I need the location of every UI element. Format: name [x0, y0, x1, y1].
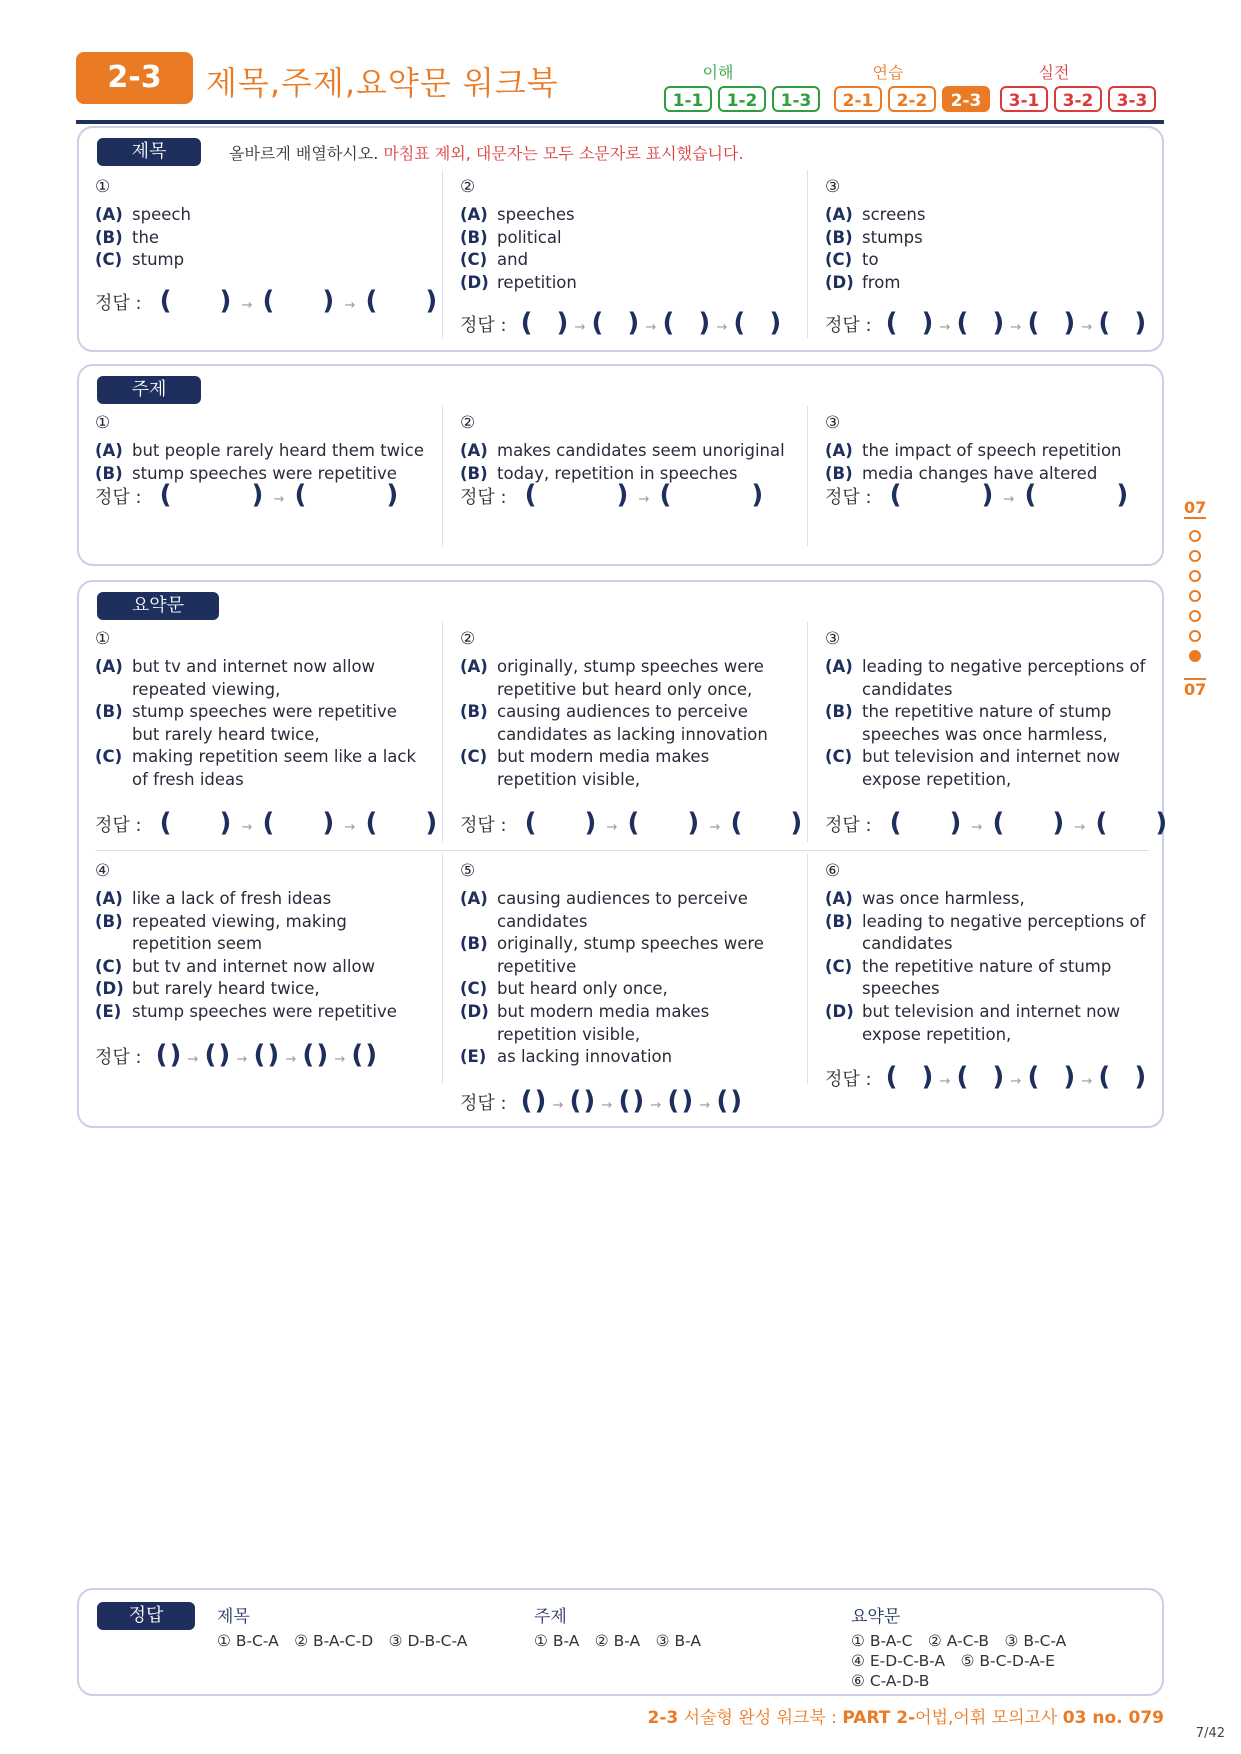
answer-line: [825, 480, 1128, 510]
option-letter: (A): [460, 205, 488, 224]
answer-line: [95, 1040, 377, 1070]
option-letter: (C): [460, 979, 488, 999]
answer-blank[interactable]: ( ): [992, 808, 1065, 838]
option-letter: (A): [95, 889, 123, 908]
option: [95, 204, 425, 227]
answers-summary: [851, 1602, 1066, 1691]
option: [95, 911, 425, 956]
option-text: stump speeches were repetitive: [132, 463, 397, 483]
answer-blank[interactable]: ( ): [1027, 308, 1076, 338]
option-text: the repetitive nature of stump speeches: [862, 956, 1112, 999]
column-divider: [807, 170, 808, 338]
question-3: [825, 628, 1155, 792]
option-text: and: [497, 250, 529, 270]
question-1: [95, 176, 425, 272]
answer-blank[interactable]: ( ): [889, 480, 994, 510]
question-1: [95, 412, 425, 485]
question-number: ①: [95, 177, 111, 197]
level-chip-2-2[interactable]: 2-2: [888, 86, 936, 112]
option: [460, 978, 790, 1001]
arrow-icon: →: [646, 1098, 666, 1113]
option-text: making repetition seem like a lack of fresh ideas: [132, 747, 417, 789]
page-title: 제목,주제,요약문 워크북: [206, 64, 559, 102]
option-letter: (B): [95, 911, 123, 931]
option: [460, 933, 790, 978]
option-letter: (B): [460, 463, 488, 483]
answer-blank[interactable]: ( ): [591, 308, 640, 338]
answer-blank[interactable]: ( ): [659, 480, 764, 510]
answer-label: 정답 :: [95, 1047, 142, 1068]
option: [95, 1001, 425, 1024]
option-text: stumps: [862, 227, 923, 247]
level-group-label: 이해: [702, 63, 734, 82]
option-text: stump speeches were repetitive: [132, 1001, 397, 1021]
question-1: [95, 628, 425, 792]
level-group-label: 연습: [872, 63, 904, 82]
option-text: but tv and internet now allow repeated viewing,: [132, 657, 376, 699]
column-divider: [442, 170, 443, 338]
answer-line: [460, 308, 781, 338]
arrow-icon: →: [602, 820, 622, 835]
answers-summary-line: ① B-A-C ② A-C-B ③ B-C-A: [851, 1632, 1067, 1650]
answers-topic-line: ① B-A ② B-A ③ B-A: [534, 1632, 701, 1650]
arrow-icon: →: [232, 1052, 252, 1067]
answers-topic-heading: 주제: [534, 1607, 567, 1627]
option-letter: (C): [95, 956, 123, 976]
arrow-icon: →: [705, 820, 725, 835]
topic-section: [77, 364, 1164, 566]
answer-label: 정답 :: [460, 1093, 507, 1114]
option: [825, 227, 1155, 250]
option-letter: (C): [825, 250, 853, 270]
level-chip-3-3[interactable]: 3-3: [1108, 86, 1156, 112]
option: [460, 656, 790, 701]
answer-blank[interactable]: ( ): [262, 286, 335, 316]
answer-blank[interactable]: (): [667, 1086, 694, 1116]
question-2: [460, 176, 790, 294]
answer-label: 정답 :: [95, 293, 142, 314]
answers-title-line: ① B-C-A ② B-A-C-D ③ D-B-C-A: [217, 1632, 468, 1650]
option: [825, 272, 1155, 295]
answer-label: 정답 :: [460, 815, 507, 836]
page-dot[interactable]: [1189, 610, 1201, 622]
answer-line: [95, 480, 398, 510]
question-number: ③: [825, 177, 841, 197]
answer-label: 정답 :: [460, 487, 507, 508]
option: [460, 440, 790, 463]
question-5: [460, 860, 790, 1069]
answer-blank[interactable]: ( ): [885, 308, 934, 338]
answer-blank[interactable]: ( ): [627, 808, 700, 838]
header-rule: [76, 120, 1164, 124]
option-letter: (B): [825, 911, 853, 931]
answers-title: [217, 1602, 467, 1651]
option: [460, 227, 790, 250]
option-letter: (D): [825, 272, 854, 292]
answer-label: 정답 :: [95, 487, 142, 508]
option: [95, 701, 425, 746]
option-text: but modern media makes repetition visible,: [497, 747, 710, 789]
answer-blank[interactable]: ( ): [956, 308, 1005, 338]
option-letter: (A): [95, 657, 123, 676]
option: [95, 956, 425, 979]
option-text: repeated viewing, making repetition seem: [132, 911, 347, 954]
arrow-icon: →: [1077, 1074, 1097, 1089]
instruction-highlight: 마침표 제외, 대문자는 모두 소문자로 표시했습니다.: [383, 144, 744, 163]
option-letter: (B): [95, 227, 123, 247]
answer-blank[interactable]: ( ): [1098, 1062, 1147, 1092]
page-number: 7/42: [1195, 1726, 1225, 1741]
instruction: [229, 141, 744, 164]
answer-blank[interactable]: (): [618, 1086, 645, 1116]
option: [825, 746, 1155, 791]
arrow-icon: →: [935, 320, 955, 335]
page-dot[interactable]: [1189, 530, 1201, 542]
option: [460, 888, 790, 933]
option-letter: (B): [460, 702, 488, 722]
answers-topic: [534, 1602, 701, 1651]
answer-blank[interactable]: (): [155, 1040, 182, 1070]
unit-badge: 2-3: [76, 52, 193, 104]
option-text: stump: [132, 250, 185, 270]
level-chip-1-2[interactable]: 1-2: [718, 86, 766, 112]
option-letter: (D): [460, 272, 489, 292]
arrow-icon: →: [548, 1098, 568, 1113]
option-letter: (A): [460, 657, 488, 676]
option-text: was once harmless,: [862, 889, 1025, 908]
option: [825, 888, 1155, 911]
level-chip-3-2[interactable]: 3-2: [1054, 86, 1102, 112]
option-text: stump speeches were repetitive but rarely heard twice,: [132, 702, 397, 744]
section-tag-answers: 정답: [97, 1602, 195, 1630]
answer-line: [825, 808, 1167, 838]
summary-divider: [95, 850, 1149, 851]
answer-blank[interactable]: ( ): [1027, 1062, 1076, 1092]
option-letter: (C): [825, 956, 853, 976]
arrow-icon: →: [634, 492, 654, 507]
answers-summary-heading: 요약문: [851, 1607, 901, 1627]
option: [95, 746, 425, 791]
column-divider: [807, 406, 808, 546]
question-number: ③: [825, 629, 841, 649]
level-chip-2-3[interactable]: 2-3: [942, 86, 990, 112]
option: [825, 656, 1155, 701]
option-letter: (C): [95, 747, 123, 767]
option-text: from: [862, 272, 901, 292]
option-letter: (A): [95, 205, 123, 224]
option-letter: (A): [95, 441, 123, 460]
option-letter: (D): [460, 1001, 489, 1021]
section-tag-topic: 주제: [97, 376, 201, 404]
answer-blank[interactable]: ( ): [662, 308, 711, 338]
answer-line: [95, 808, 437, 838]
question-2: [460, 628, 790, 792]
answer-blank[interactable]: (): [204, 1040, 231, 1070]
question-number: ①: [95, 413, 111, 433]
option-letter: (B): [460, 934, 488, 954]
option-text: but rarely heard twice,: [132, 979, 320, 999]
answers-summary-line: ④ E-D-C-B-A ⑤ B-C-D-A-E: [851, 1652, 1055, 1670]
answer-blank[interactable]: ( ): [524, 480, 629, 510]
question-number: ④: [95, 861, 111, 881]
column-divider: [442, 622, 443, 842]
option: [825, 249, 1155, 272]
option-letter: (C): [825, 747, 853, 767]
answer-line: [460, 1086, 742, 1116]
option: [95, 656, 425, 701]
answer-blank[interactable]: (): [302, 1040, 329, 1070]
option-letter: (B): [460, 227, 488, 247]
answers-summary-line: ⑥ C-A-D-B: [851, 1672, 930, 1690]
option-text: screens: [862, 205, 926, 224]
option-text: as lacking innovation: [497, 1047, 673, 1067]
option-text: like a lack of fresh ideas: [132, 889, 332, 908]
arrow-icon: →: [967, 820, 987, 835]
arrow-icon: →: [1006, 320, 1026, 335]
summary-section: [77, 580, 1168, 1128]
option-letter: (C): [460, 250, 488, 270]
option-text: the repetitive nature of stump speeches was once harmless,: [862, 702, 1112, 744]
answer-blank[interactable]: ( ): [1098, 308, 1147, 338]
answer-blank[interactable]: (): [253, 1040, 280, 1070]
option: [95, 249, 425, 272]
option-text: speech: [132, 205, 191, 224]
option-letter: (E): [95, 1001, 122, 1021]
arrow-icon: →: [340, 820, 360, 835]
question-number: ②: [460, 629, 476, 649]
option-letter: (D): [825, 1001, 854, 1021]
answer-blank[interactable]: ( ): [885, 1062, 934, 1092]
option: [95, 440, 425, 463]
arrow-icon: →: [695, 1098, 715, 1113]
option-letter: (B): [95, 702, 123, 722]
footer-part: PART 2-: [842, 1708, 916, 1728]
question-3: [825, 176, 1155, 294]
answer-key: [77, 1588, 1164, 1696]
option-text: causing audiences to perceive candidates: [497, 889, 748, 931]
option: [825, 956, 1155, 1001]
option: [460, 272, 790, 295]
option-text: political: [497, 227, 562, 247]
question-number: ⑥: [825, 861, 841, 881]
level-chip-1-3[interactable]: 1-3: [772, 86, 820, 112]
option-text: but television and internet now expose repetition,: [862, 747, 1121, 789]
option: [825, 440, 1155, 463]
option-text: speeches: [497, 205, 575, 224]
question-number: ③: [825, 413, 841, 433]
section-tag-title: 제목: [97, 138, 201, 166]
page-dot[interactable]: [1189, 570, 1201, 582]
column-divider: [442, 406, 443, 546]
option-letter: (B): [825, 702, 853, 722]
page-dot[interactable]: [1189, 590, 1201, 602]
option-text: but television and internet now expose repetition,: [862, 1001, 1121, 1044]
arrow-icon: →: [935, 1074, 955, 1089]
level-chip-1-1[interactable]: 1-1: [664, 86, 712, 112]
page-dot[interactable]: [1189, 650, 1201, 662]
arrow-icon: →: [330, 1052, 350, 1067]
option-text: but tv and internet now allow: [132, 956, 376, 976]
arrow-icon: →: [1006, 1074, 1026, 1089]
option-text: but people rarely heard them twice: [132, 441, 424, 460]
arrow-icon: →: [340, 298, 360, 313]
option-text: to: [862, 250, 879, 270]
arrow-icon: →: [999, 492, 1019, 507]
answer-blank[interactable]: ( ): [956, 1062, 1005, 1092]
question-number: ②: [460, 177, 476, 197]
option: [95, 888, 425, 911]
title-section: [77, 126, 1164, 352]
option: [825, 204, 1155, 227]
option-letter: (A): [825, 889, 853, 908]
option-text: but modern media makes repetition visible,: [497, 1001, 710, 1044]
arrow-icon: →: [1077, 320, 1097, 335]
option: [825, 911, 1155, 956]
arrow-icon: →: [237, 820, 257, 835]
option-text: the impact of speech repetition: [862, 441, 1122, 460]
answer-line: [460, 808, 802, 838]
footer-text2: 어법,어휘 모의고사: [915, 1708, 1063, 1728]
level-group-label: 실전: [1038, 63, 1070, 82]
answer-blank[interactable]: ( ): [1095, 808, 1168, 838]
arrow-icon: →: [183, 1052, 203, 1067]
column-divider: [442, 854, 443, 1084]
column-divider: [807, 854, 808, 1084]
option-text: makes candidates seem unoriginal: [497, 441, 785, 460]
option-letter: (D): [95, 979, 124, 999]
answers-title-heading: 제목: [217, 1607, 250, 1627]
option-text: but heard only once,: [497, 979, 668, 999]
answer-line: [460, 480, 763, 510]
level-chip-3-1[interactable]: 3-1: [1000, 86, 1048, 112]
option-letter: (A): [825, 657, 853, 676]
option-letter: (B): [95, 463, 123, 483]
answer-blank[interactable]: ( ): [520, 308, 569, 338]
answer-blank[interactable]: (): [520, 1086, 547, 1116]
option-text: leading to negative perceptions of candidates: [862, 911, 1146, 954]
option-letter: (B): [825, 227, 853, 247]
question-2: [460, 412, 790, 485]
arrow-icon: →: [269, 492, 289, 507]
option-letter: (A): [460, 889, 488, 908]
page-dot[interactable]: [1189, 550, 1201, 562]
answer-blank[interactable]: ( ): [262, 808, 335, 838]
answer-label: 정답 :: [460, 315, 507, 336]
side-page-bottom: 07: [1184, 680, 1207, 699]
option: [460, 1001, 790, 1046]
answer-line: [825, 1062, 1146, 1092]
answer-blank[interactable]: ( ): [365, 808, 438, 838]
option-text: originally, stump speeches were repetitive: [497, 934, 764, 976]
option: [460, 1046, 790, 1069]
answer-blank[interactable]: ( ): [365, 286, 438, 316]
footer-exam: 03 no. 079: [1062, 1708, 1164, 1728]
column-divider: [807, 622, 808, 842]
page-dot[interactable]: [1189, 630, 1201, 642]
question-6: [825, 860, 1155, 1046]
option-letter: (B): [825, 463, 853, 483]
answer-label: 정답 :: [825, 815, 872, 836]
footer-text: 서술형 완성 워크북 :: [678, 1708, 843, 1728]
option: [825, 1001, 1155, 1046]
arrow-icon: →: [597, 1098, 617, 1113]
option-text: originally, stump speeches were repetitive but heard only once,: [497, 657, 764, 699]
option: [825, 701, 1155, 746]
answer-blank[interactable]: ( ): [730, 808, 803, 838]
option-text: the: [132, 227, 160, 247]
answer-blank[interactable]: (): [569, 1086, 596, 1116]
arrow-icon: →: [1070, 820, 1090, 835]
answer-blank[interactable]: ( ): [733, 308, 782, 338]
option: [460, 249, 790, 272]
answer-blank[interactable]: ( ): [159, 808, 232, 838]
answer-label: 정답 :: [825, 487, 872, 508]
option: [95, 227, 425, 250]
option-letter: (A): [825, 441, 853, 460]
answer-blank[interactable]: (): [351, 1040, 378, 1070]
option-text: leading to negative perceptions of candidates: [862, 657, 1146, 699]
answer-line: [95, 286, 437, 316]
answer-label: 정답 :: [95, 815, 142, 836]
option-text: repetition: [497, 272, 577, 292]
option-letter: (A): [825, 205, 853, 224]
option: [460, 746, 790, 791]
answer-blank[interactable]: ( ): [159, 286, 232, 316]
arrow-icon: →: [570, 320, 590, 335]
side-page-top: 07: [1184, 498, 1207, 517]
answer-blank[interactable]: ( ): [159, 480, 264, 510]
level-chip-2-1[interactable]: 2-1: [834, 86, 882, 112]
question-number: ①: [95, 629, 111, 649]
arrow-icon: →: [281, 1052, 301, 1067]
option-text: media changes have altered: [862, 463, 1098, 483]
question-number: ⑤: [460, 861, 476, 881]
answer-blank[interactable]: (): [716, 1086, 743, 1116]
question-3: [825, 412, 1155, 485]
option-letter: (C): [95, 250, 123, 270]
footer-unit: 2-3: [647, 1708, 679, 1728]
instruction-text: 올바르게 배열하시오.: [229, 144, 384, 163]
answer-label: 정답 :: [825, 1069, 872, 1090]
arrow-icon: →: [641, 320, 661, 335]
option: [460, 204, 790, 227]
option-letter: (A): [460, 441, 488, 460]
answer-blank[interactable]: ( ): [1024, 480, 1129, 510]
answer-line: [825, 308, 1146, 338]
question-4: [95, 860, 425, 1024]
question-number: ②: [460, 413, 476, 433]
arrow-icon: →: [712, 320, 732, 335]
arrow-icon: →: [237, 298, 257, 313]
answer-label: 정답 :: [825, 315, 872, 336]
option-letter: (C): [460, 747, 488, 767]
answer-blank[interactable]: ( ): [889, 808, 962, 838]
answer-blank[interactable]: ( ): [524, 808, 597, 838]
option-text: causing audiences to perceive candidates as lacking innovation: [497, 702, 768, 744]
answer-blank[interactable]: ( ): [294, 480, 399, 510]
option: [95, 978, 425, 1001]
footer: [648, 1703, 1164, 1728]
option-letter: (E): [460, 1047, 487, 1067]
section-tag-summary: 요약문: [97, 592, 219, 620]
option-text: today, repetition in speeches: [497, 463, 738, 483]
option: [460, 701, 790, 746]
